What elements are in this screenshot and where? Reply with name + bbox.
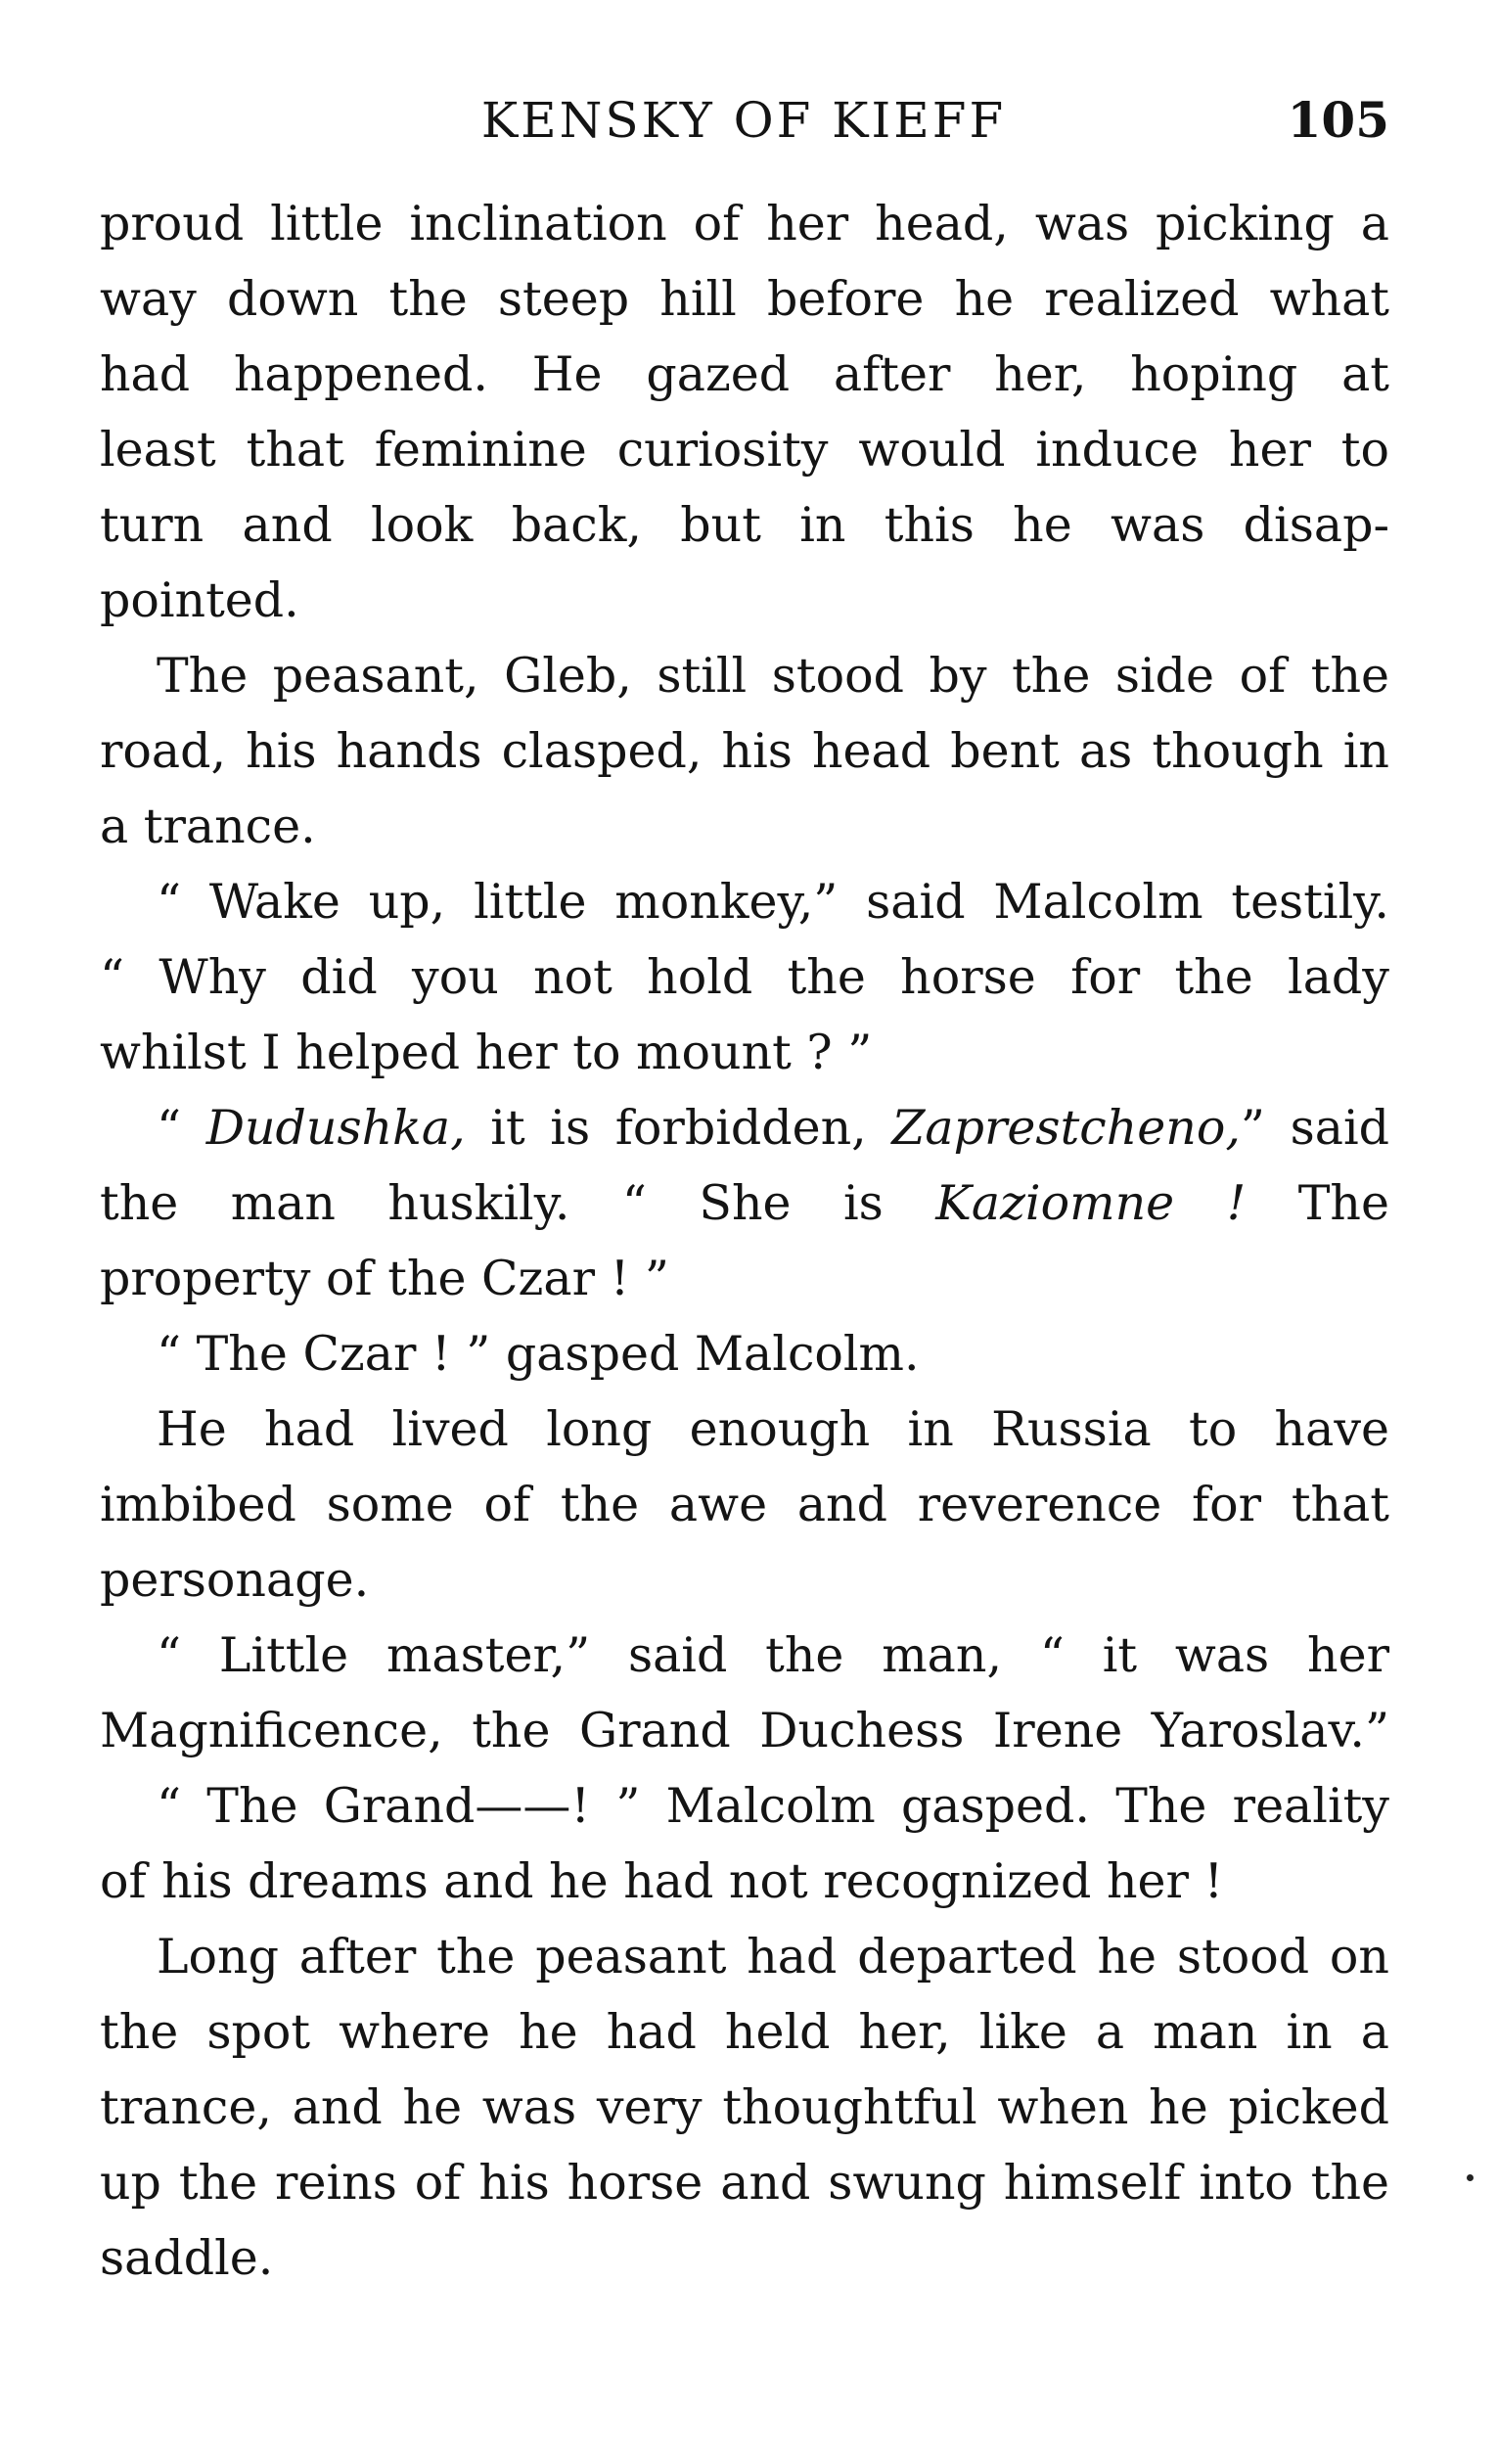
text-line: had happened. He gazed after her, hoping at [100,346,1389,402]
italic-text-segment: Kaziomne ! [935,1175,1247,1231]
text-segment: “ [157,1100,206,1156]
text-line [100,1090,1389,1165]
running-head [98,86,1389,155]
text-segment: The [1246,1175,1389,1231]
text-line: Long after the peasant had departed he stood on [157,1929,1389,1985]
text-line: way down the steep hill before he realized what [100,271,1389,327]
body-text [100,186,1389,2296]
text-segment: ” said [1240,1100,1389,1156]
italic-text-segment: Zaprestcheno, [891,1100,1241,1156]
text-line: turn and look back, but in this he was disap- [100,497,1389,553]
text-line: personage. [100,1552,370,1608]
text-line: “ Why did you not hold the horse for the lady [100,949,1389,1005]
running-title: KENSKY OF KIEFF [480,92,1007,149]
margin-dot-mark [1467,2174,1474,2181]
text-line: whilst I helped her to mount ? ” [100,1025,873,1080]
text-line: “ Little master,” said the man, “ it was her [157,1627,1389,1683]
text-line: The peasant, Gleb, still stood by the side of the [157,648,1389,704]
text-line: road, his hands clasped, his head bent as though in [100,723,1389,779]
text-segment: the man huskily. “ She is [100,1175,936,1231]
text-line: up the reins of his horse and swung himself into the [100,2155,1389,2211]
text-line: of his dreams and he had not recognized her ! [100,1853,1224,1909]
text-segment: it is forbidden, [465,1100,892,1156]
italic-text-segment: Dudushka, [205,1100,466,1156]
text-line: the spot where he had held her, like a man in a [100,2004,1389,2060]
text-line: “ The Czar ! ” gasped Malcolm. [157,1326,920,1382]
text-line: imbibed some of the awe and reverence for that [100,1477,1389,1532]
text-line: “ The Grand——! ” Malcolm gasped. The reality [157,1778,1389,1834]
text-line: a trance. [100,799,316,854]
text-line: trance, and he was very thoughtful when he picked [100,2079,1389,2135]
text-line: He had lived long enough in Russia to have [157,1401,1389,1457]
text-line: pointed. [100,572,299,628]
text-line: least that feminine curiosity would induce her to [100,422,1389,478]
text-line: “ Wake up, little monkey,” said Malcolm testily. [157,874,1389,930]
text-line: saddle. [100,2230,274,2286]
text-line: Magnificence, the Grand Duchess Irene Yaroslav.” [100,1703,1389,1758]
page-number: 105 [1287,91,1389,149]
text-line: proud little inclination of her head, was picking a [100,196,1389,251]
text-line [100,1165,1389,1241]
text-line: property of the Czar ! ” [100,1251,669,1306]
